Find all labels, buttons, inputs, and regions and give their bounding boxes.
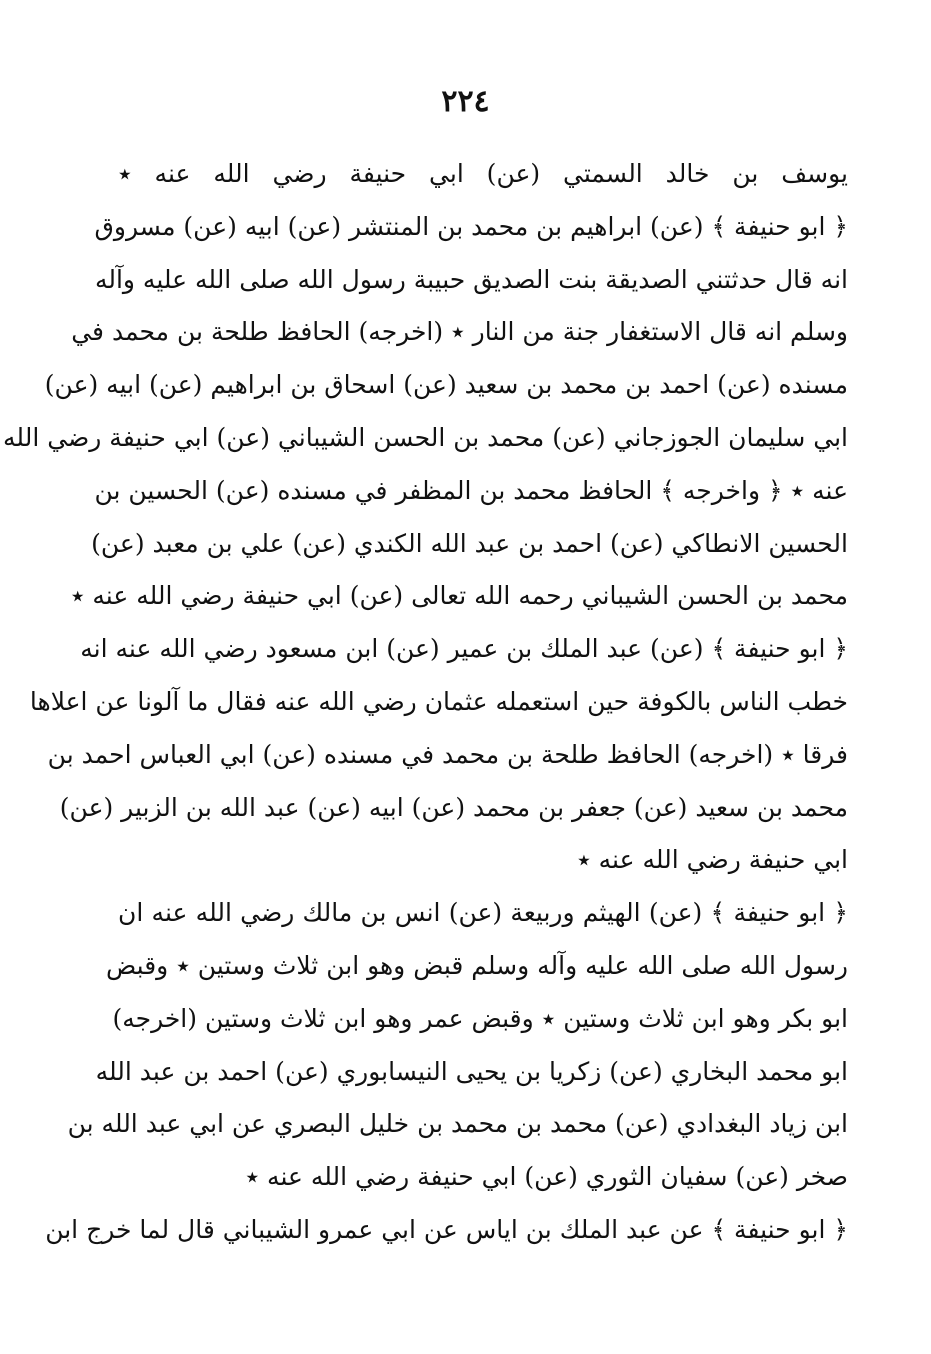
- text-line: ابو بكر وهو ابن ثلاث وستين ٭ وقبض عمر وهو ابن ثلاث وستين (اخرجه): [112, 1003, 848, 1033]
- text-line: ابي سليمان الجوزجاني (عن) محمد بن الحسن الشيباني (عن) ابي حنيفة رضي الله: [3, 422, 848, 452]
- text-line: رسول الله صلى الله عليه وآله وسلم قبض وهو ابن ثلاث وستين ٭ وقبض: [106, 950, 848, 980]
- text-line: مسنده (عن) احمد بن محمد بن سعيد (عن) اسحاق بن ابراهيم (عن) ابيه (عن): [44, 370, 848, 400]
- text-block: [3, 148, 848, 1257]
- text-line: خطب الناس بالكوفة حين استعمله عثمان رضي الله عنه فقال ما آلونا عن اعلاها: [29, 686, 848, 716]
- text-line: انه قال حدثتني الصديقة بنت الصديق حبيبة رسول الله صلى الله عليه وآله: [94, 264, 848, 294]
- text-line: ﴿ ابو حنيفة ﴾ عن عبد الملك بن اياس عن ابي عمرو الشيباني قال لما خرج ابن: [45, 1214, 848, 1244]
- text-line: ﴿ ابو حنيفة ﴾ (عن) ابراهيم بن محمد بن المنتشر (عن) ابيه (عن) مسروق: [94, 211, 848, 241]
- text-line: ﴿ ابو حنيفة ﴾ (عن) الهيثم وربيعة (عن) انس بن مالك رضي الله عنه ان: [118, 898, 848, 928]
- text-line: ابي حنيفة رضي الله عنه ٭: [577, 845, 848, 875]
- text-line: فرقا ٭ (اخرجه) الحافظ طلحة بن محمد في مسنده (عن) ابي العباس احمد بن: [47, 739, 848, 769]
- text-line: ابو محمد البخاري (عن) زكريا بن يحيى النيسابوري (عن) احمد بن عبد الله: [95, 1056, 848, 1086]
- text-line: ابن زياد البغدادي (عن) محمد بن محمد بن خليل البصري عن ابي عبد الله بن: [67, 1109, 848, 1139]
- text-line: صخر (عن) سفيان الثوري (عن) ابي حنيفة رضي الله عنه ٭: [245, 1162, 848, 1192]
- page-number: ٢٢٤: [441, 84, 490, 119]
- text-line: محمد بن سعيد (عن) جعفر بن محمد (عن) ابيه (عن) عبد الله بن الزبير (عن): [59, 792, 848, 822]
- text-line: وسلم انه قال الاستغفار جنة من النار ٭ (اخرجه) الحافظ طلحة بن محمد في: [71, 317, 848, 347]
- text-line: عنه ٭ ﴿ واخرجه ﴾ الحافظ محمد بن المظفر في مسنده (عن) الحسين بن: [94, 475, 848, 505]
- text-line: محمد بن الحسن الشيباني رحمه الله تعالى (عن) ابي حنيفة رضي الله عنه ٭: [70, 581, 848, 611]
- text-line: ﴿ ابو حنيفة ﴾ (عن) عبد الملك بن عمير (عن) ابن مسعود رضي الله عنه انه: [80, 634, 848, 664]
- text-line: يوسف بن خالد السمتي (عن) ابي حنيفة رضي الله عنه ٭: [118, 159, 848, 188]
- text-line: الحسين الانطاكي (عن) احمد بن عبد الله الكندي (عن) علي بن معبد (عن): [91, 528, 848, 558]
